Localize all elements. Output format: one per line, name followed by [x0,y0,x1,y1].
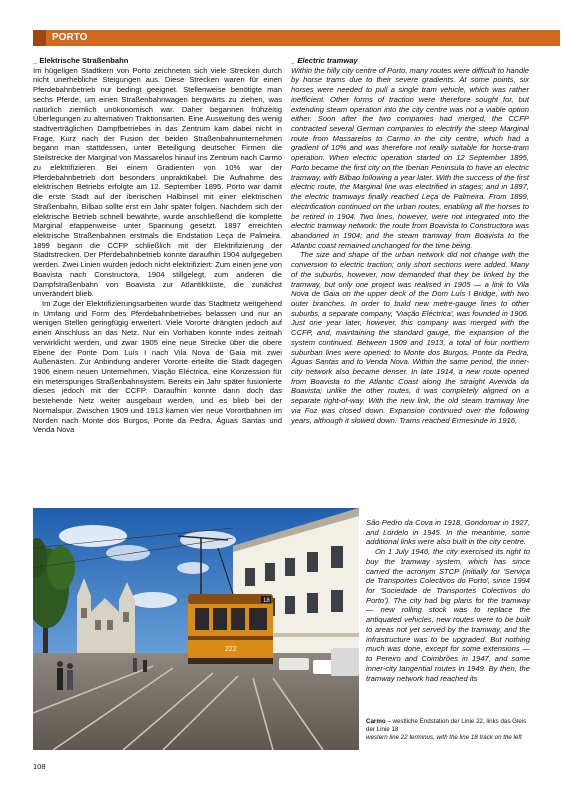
caption-german-text: – westliche Endstation der Linie 22, links das Gleis der Linie 18 [366,718,527,733]
caption-german [366,718,536,734]
photo-cloud [129,592,177,608]
section-header-bar [33,30,560,46]
english-paragraph-1: Within the hilly city centre of Porto, many routes were difficult to handle by horse trams due to their severe gradients. At some points, six horses were needed to pull a single tram vehicle, which was rather inefficient. Other forms of traction were therefore sought for, but extending steam operation into the city centre was not a viable option either. Soon after the two companies had merged, the CCFP contracted several German companies to electrify the steep Marginal route from Massarelos to Carmo in the city centre, which had a gradient of 10% and was therefore not really suitable for horse-tram operation. When electric operation started on 12 September 1895, Porto became the first city on the Iberian Peninsula to have an electric tramway, with Bilbao following a year later. With the success of the first electric route, the Marginal line was electrified in stages; and in 1897, the electric tramways finally reached Leça de Palmeira. From 1899, electrification continued on the urban routes, enabling all the horses to be retired in 1904. Two lines, however, were not integrated into the electric tramway network: the route from Boavista to Constructora was abandoned in 1904; and the steam tramway from Boavista to the Atlantic coast remained unchanged for the time being. [291,65,529,250]
tram-number-label: 222 [225,646,237,653]
section-header-title: PORTO [52,32,88,43]
caption-english: western line 22 terminus, with the line 18 track on the left [366,733,522,741]
english-paragraph-2: The size and shape of the urban network did not change with the conversion to electric traction; only short sections were added. Many of the suburbs, however, now demanded that they be linked by the tramway, but only one project was realised in 1905 — a link to Vila Nova de Gaia on the upper deck of the Dom Luís I Bridge, with two outer branches. In order to build new metre-gauge lines to other suburbs, a separate company, 'Viação Eléctrica', was founded in 1906. Just one year later, however, this company was merged with the CCFP, and, maintaining the standard gauge, the expansion of the system continued. Between 1909 and 1913, a total of four northern suburban lines were opened: to Monte dos Burgos, Ponte da Pedra, Águas Santas and to Venda Nova. Within the same period, the inner-city network also became denser. In late 1914, a new route opened from Boavista to the Atlantic Coast along the straight Avenida da Boavista; unlike the other routes, it was completely aligned on a separate right-of-way. With the new link, the old steam tramway line via Foz was closed down. Expansion continued over the following years, although it slowed down. Trams reached Ermesinde in 1916, [291,250,529,425]
photo-cloud [177,562,209,574]
english-column [291,56,529,425]
photo-cloud [106,545,150,561]
caption-title: Carmo [366,718,386,725]
photo-cloud [59,525,127,547]
tram-route-label: 18 [263,598,270,604]
german-section-title: _ Elektrische Straßenbahn [33,56,129,65]
photo-caption [366,718,536,741]
section-header-square [33,30,46,46]
english-paragraph-2-continued: São Pedro da Cova in 1918, Gondomar in 1927, and Lordelo in 1945. In the meantime, some additional links were also built in the city centre. [366,518,530,547]
english-column-continued [366,518,530,683]
tram-photo [33,508,359,750]
page-number: 108 [33,762,46,771]
german-column [33,56,282,435]
photo-street [33,653,359,750]
english-section-title: _ Electric tramway [291,56,358,65]
english-paragraph-3: On 1 July 1946, the city exercised its right to buy the tramway system, which has since carried the acronym STCP (initially for 'Serviça de Transportes Colectivos do Porto', since 1994 for 'Sociedade de Transportes Colectivos do Porto'). The city had big plans for the tramway — new rolling stock was to replace the antiquated vehicles, new routes were to be built to areas not yet served by the tramway, and the infrastructure was to be upgraded. But nothing much was done, except for some extensions — to Pereiro and Coimbrões in 1947, and some inner-city tangential routes in 1949. By then, the tramway network had reached its [366,547,530,683]
german-paragraph-1: Im hügeligen Stadtkern von Porto zeichneten sich viele Strecken durch nicht unerhebliche Steigungen aus. Diese Strecken waren für einen Pferdebahnbetrieb nur bedingt geeignet. Stellenweise benötigte man sechs Pferde, um einen Straßenbahnwagen bergwärts zu ziehen, was natürlich ziemlich unökonomisch war. Daher begannen frühzeitig Überlegungen zu alternativen Traktionsarten. Eine Ausweitung des wenig stadtverträglichen Dampfbetriebes in das Zentrum kam dabei nicht in Frage. Kurz nach der Fusion der beiden Straßenbahnunternehmen begann man stattdessen, unter Beteiligung deutscher Firmen die Steilstrecke der Marginal von Massarelos hinauf ins Zentrum nach Carmo zu elektrifizieren. Bei einem Gradienten von 10% war der Pferdebahnbetrieb dort besonders unpraktikabel. Die Aufnahme des elektrischen Betriebs erfolgte am 12. September 1895. Porto war damit die erste Stadt auf der iberischen Halbinsel mit einer elektrischen Straßenbahn, Bilbao sollte erst ein Jahr später folgen. Nachdem sich der elektrische Betrieb schnell bewährte, wurde anschließend die komplette Marginal etappenweise unter Spannung gesetzt. 1897 erreichten elektrische Straßenbahnen erstmals die Endstation Leça de Palmeira. 1899 begann die CCFP schließlich mit der Elektrifizierung der Stadtstrecken. Der Pferdebahnbetrieb konnte daraufhin 1904 aufgegeben werden. Zwei Linien wurden jedoch nicht elektrifiziert: Zum einen jene von Boavista nach Constructora, 1904 stillgelegt, zum anderen die Dampfstraßenbahn von Boavista zur Atlantikküste, die zunächst unverändert blieb. [33,65,282,299]
german-paragraph-2: Im Zuge der Elektrifizierungsarbeiten wurde das Stadtnetz weitgehend in Umfang und Form des Pferdebahnbetriebes belassen und nur an wenigen Stellen geringfügig erweitert. Viele Vororte drängten jedoch auf einen Anschluss an das Netz. Nur ein Vorhaben konnte indes zeitnah verwirklicht werden, und zwar 1905 eine neue Strecke über die obere Ebene der Ponte Dom Luís I nach Vila Nova de Gaia mit zwei Außenästen. Zur Anbindung anderer Vororte erteilte die Stadt dagegen 1906 einem neuen Unternehmen, Viação Eléctrica, eine Konzession für ein meterspuriges Straßenbahnsystem. Bereits ein Jahr später fusionierte dieses jedoch mit der CCFP. Daraufhin konnte dann doch das bestehende Netz weiter ausgebaut werden, und es blieb bei der Normalspur. Zwischen 1909 und 1913 kamen vier neue Vorortbahnen im Norden nach Monte dos Burgos, Ponte da Pedra, Águas Santas und Venda Nova [33,298,282,435]
